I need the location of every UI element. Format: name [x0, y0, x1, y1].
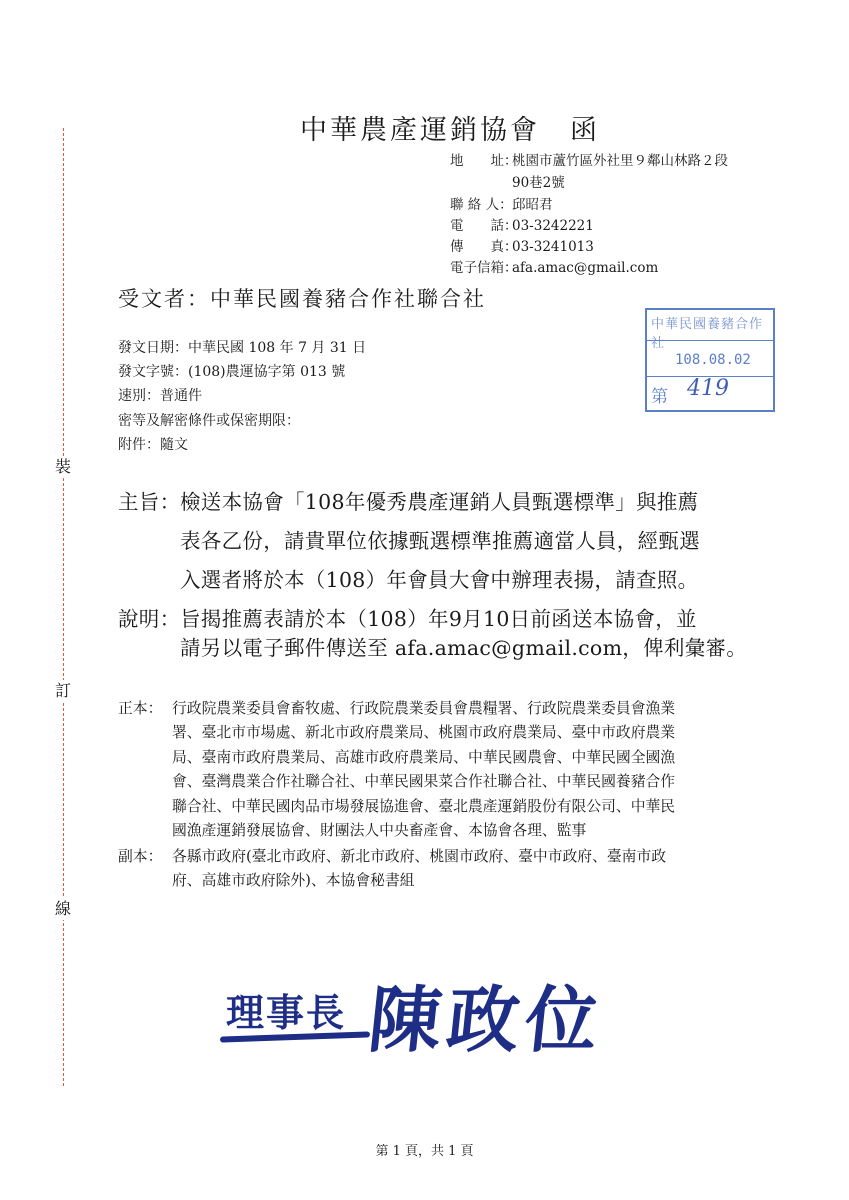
original-line-2: 署、臺北市市場處、新北市政府農業局、桃園市政府農業局、臺中市政府農業 [172, 724, 676, 741]
original-label: 正本： [118, 700, 163, 717]
address-value: 桃園市蘆竹區外社里９鄰山林路２段 [512, 153, 728, 169]
attachment: 附件：隨文 [118, 437, 188, 453]
recipient: 受文者：中華民國養豬合作社聯合社 [118, 287, 486, 311]
org-name: 中華農產運銷協會 [300, 115, 540, 146]
signature-name: 陳政位 [364, 978, 608, 1062]
sender-email-row [450, 256, 658, 276]
doc-type: 函 [570, 115, 600, 146]
address-value-cont: 90巷2號 [512, 175, 565, 191]
original-line-5: 聯合社、中華民國肉品市場發展協進會、臺北農產運銷股份有限公司、中華民 [172, 798, 676, 815]
explanation-line-1: 旨揭推薦表請於本（108）年9月10日前函送本協會，並 [180, 607, 697, 631]
phone-label: 電 話： [450, 218, 518, 234]
binding-mark-xian: 線 [54, 899, 71, 918]
sender-fax-row [450, 235, 594, 255]
stamp-date: 108.08.02 [675, 352, 751, 368]
sender-phone-row [450, 214, 594, 234]
explanation-label: 說明： [118, 607, 181, 631]
binding-line [63, 128, 64, 1086]
document-title [300, 108, 600, 147]
copy-line-1: 各縣市政府(臺北市政府、新北市政府、桃園市政府、臺中市政府、臺南市政 [172, 848, 667, 865]
address-label: 地 址： [450, 153, 518, 169]
page-number: 第 1 頁，共 1 頁 [375, 1144, 474, 1159]
phone-value: 03-3242221 [512, 218, 594, 234]
signature-role: 理事長 [226, 991, 347, 1035]
fax-label: 傳 真： [450, 239, 518, 255]
binding-mark-zhuang: 裝 [54, 457, 71, 476]
email-label: 電子信箱： [450, 260, 518, 276]
original-line-4: 會、臺灣農業合作社聯合社、中華民國果菜合作社聯合社、中華民國養豬合作 [172, 773, 676, 790]
subject-line-3: 入選者將於本（108）年會員大會中辦理表揚，請查照。 [180, 568, 699, 592]
sender-address-row-2 [450, 171, 565, 191]
original-line-1: 行政院農業委員會畜牧處、行政院農業委員會農糧署、行政院農業委員會漁業 [172, 700, 676, 717]
copy-label: 副本： [118, 848, 163, 865]
urgency: 速別：普通件 [118, 388, 202, 404]
original-line-6: 國漁產運銷發展協會、財團法人中央畜產會、本協會各理、監事 [172, 822, 587, 839]
stamp-number-prefix: 第 [651, 387, 668, 407]
explanation-line-2: 請另以電子郵件傳送至 afa.amac@gmail.com，俾利彙審。 [180, 636, 748, 660]
subject-label: 主旨： [118, 490, 181, 514]
original-line-3: 局、臺南市政府農業局、高雄市政府農業局、中華民國農會、中華民國全國漁 [172, 749, 676, 766]
sender-address-row [450, 149, 728, 169]
contact-value: 邱昭君 [512, 197, 553, 213]
contact-label: 聯 絡 人： [450, 197, 513, 213]
issue-number: 發文字號：(108)農運協字第 013 號 [118, 364, 346, 380]
issue-date: 發文日期：中華民國 108 年 7 月 31 日 [118, 340, 367, 356]
chairman-signature-seal [220, 962, 640, 1060]
sender-contact-row [450, 193, 553, 213]
stamp-org: 中華民國養豬合作社 [651, 317, 764, 351]
confidentiality: 密等及解密條件或保密期限： [118, 413, 300, 429]
fax-value: 03-3241013 [512, 239, 594, 255]
stamp-number: 419 [687, 376, 729, 401]
binding-mark-ding: 訂 [54, 681, 71, 700]
copy-line-2: 府、高雄市政府除外)、本協會秘書組 [172, 872, 415, 889]
receipt-stamp [645, 308, 775, 412]
subject-line-2: 表各乙份，請貴單位依據甄選標準推薦適當人員，經甄選 [180, 529, 700, 553]
email-value: afa.amac@gmail.com [512, 260, 659, 276]
subject-line-1: 檢送本協會「108年優秀農產運銷人員甄選標準」與推薦 [180, 490, 699, 514]
